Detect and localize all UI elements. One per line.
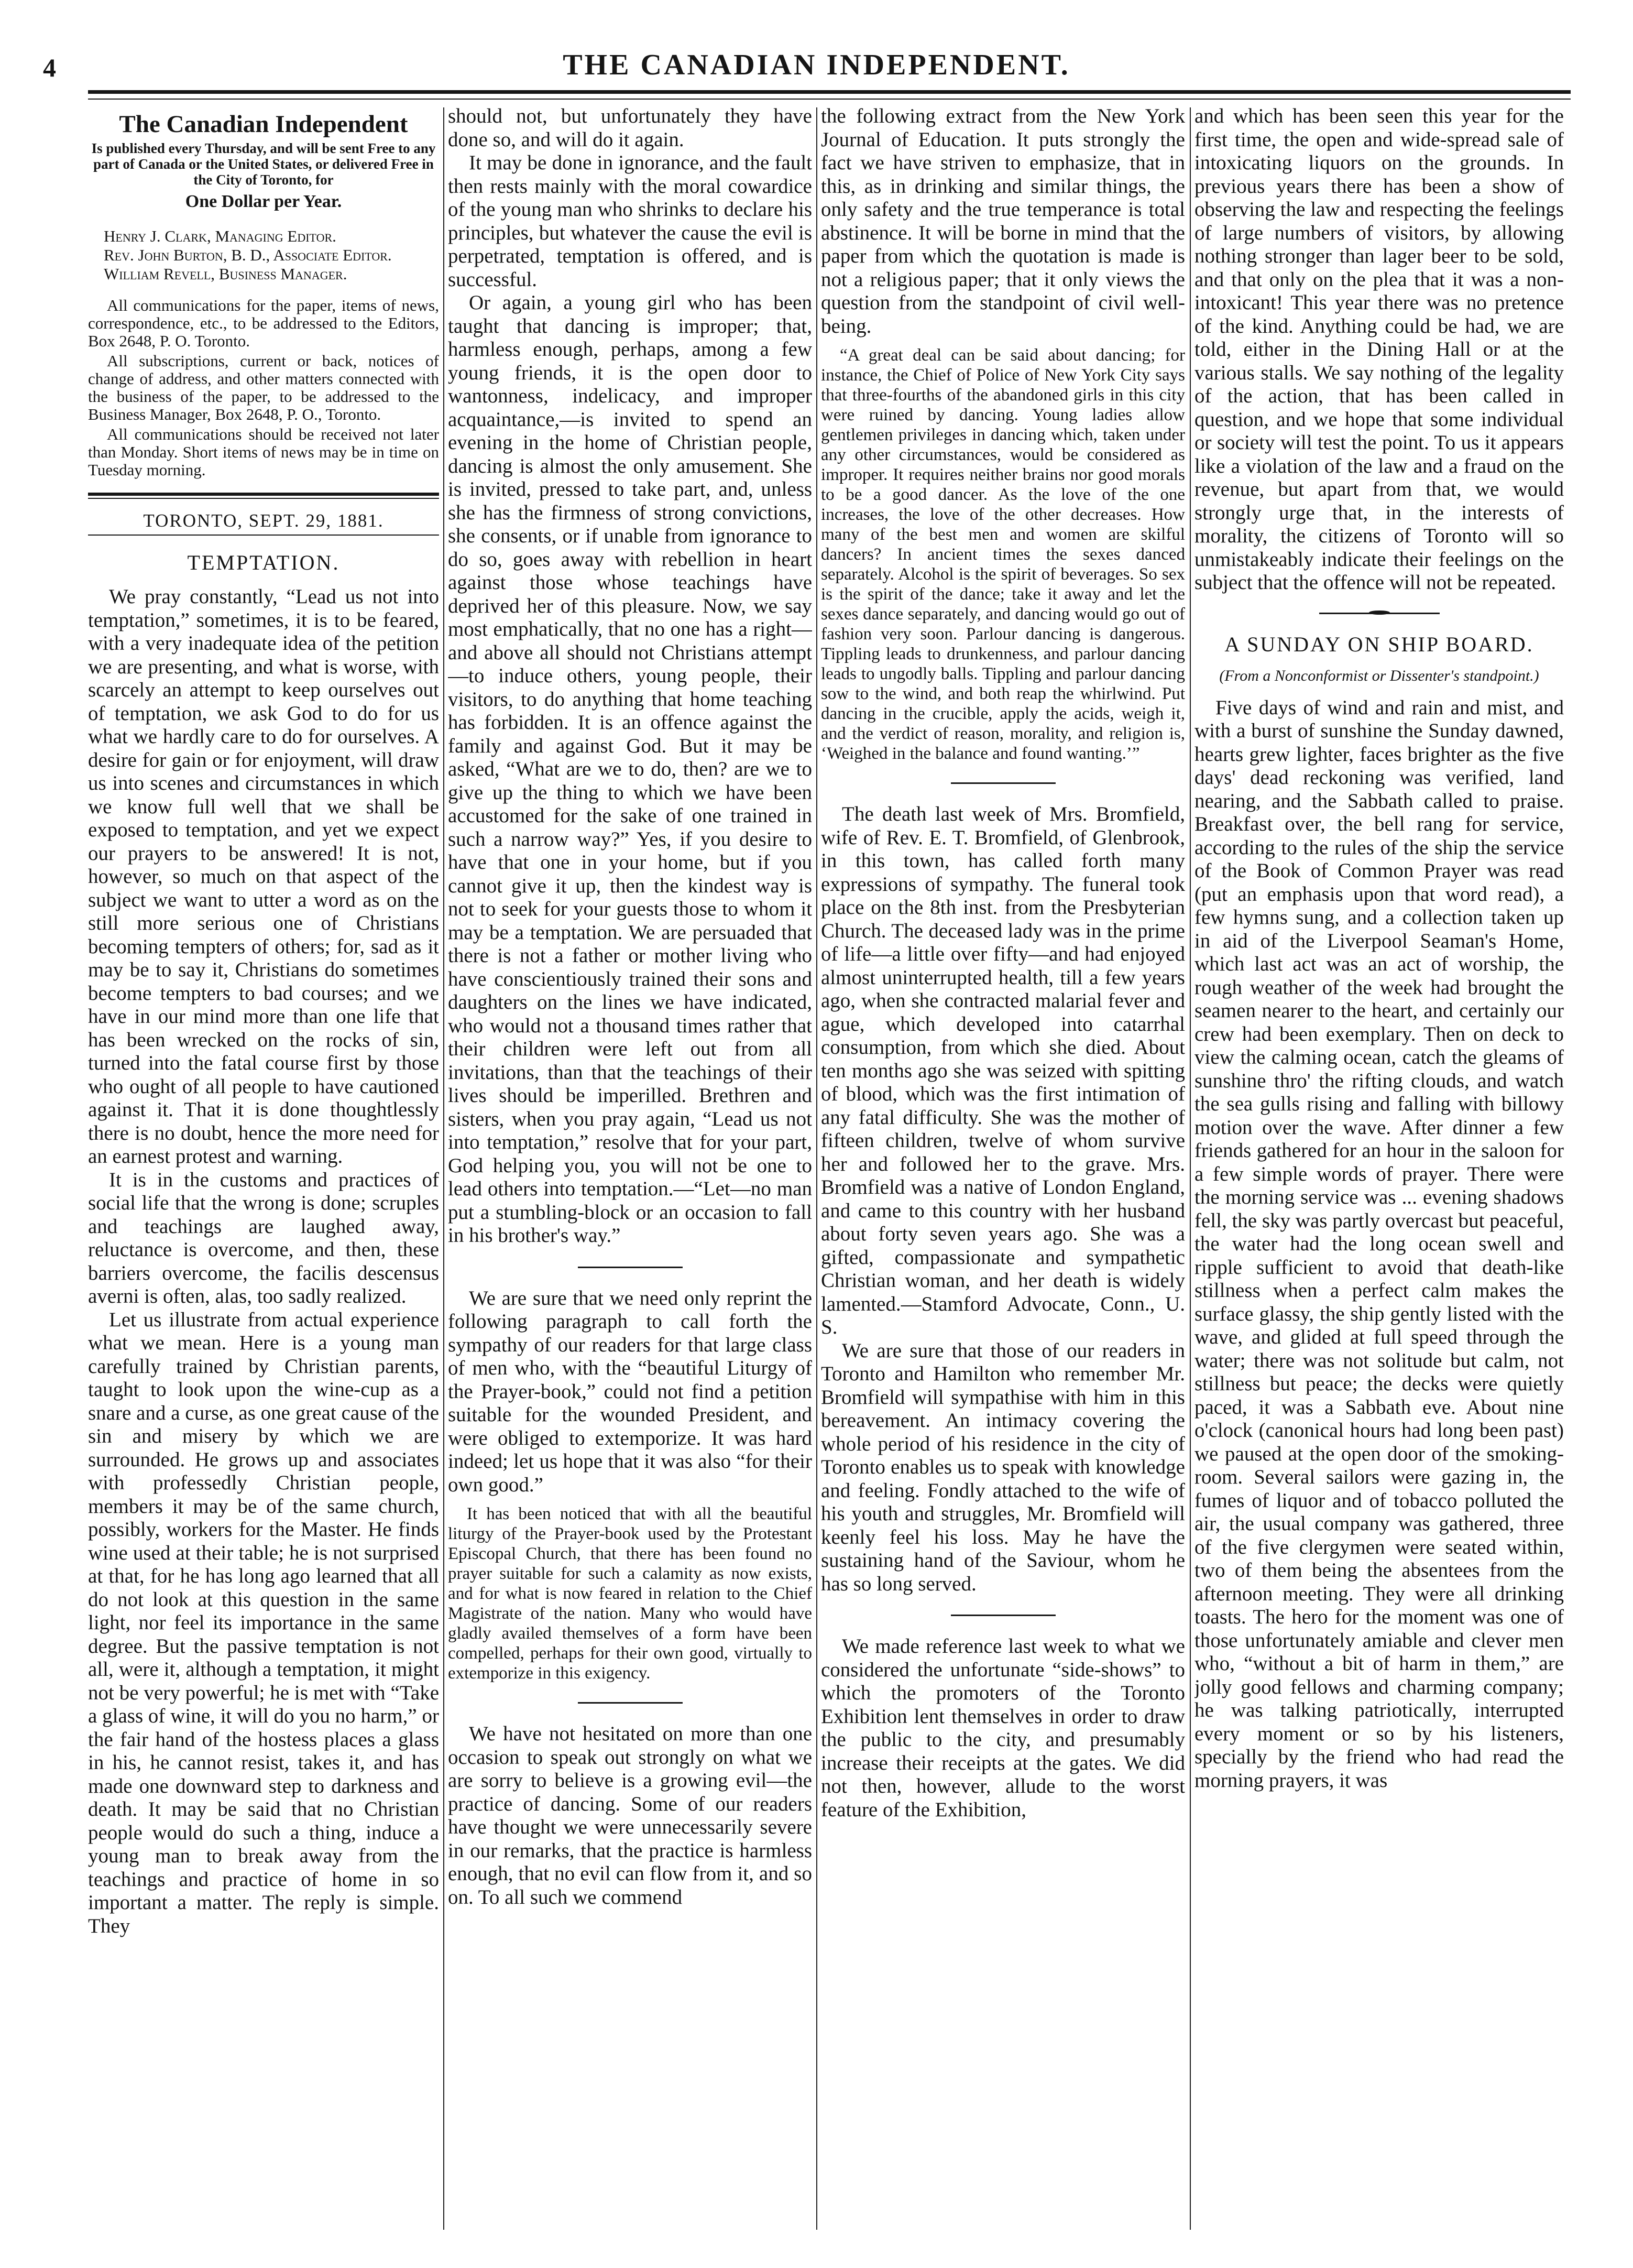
article-paragraph: It is in the customs and practices of social life that the wrong is done; scruples and teachings are laughed away, reluctance is overcome, and then, these barriers overcome, the facilis descensus averni is often, alas, too sadly realized. xyxy=(88,1168,439,1307)
editorial-item: We made reference last week to what we considered the unfortunate “side-shows” to which the promoters of the Toronto Exhibition lent themselves in order to draw the public to the city, and presumably increase their receipts at the gates. We did not then, however, allude to the worst feature of the Exhibition, xyxy=(821,1635,1185,1821)
article-source: (From a Nonconformist or Dissenter's standpoint.) xyxy=(1219,667,1539,684)
header-rule xyxy=(88,90,1571,94)
article-paragraph: Or again, a young girl who has been taught that dancing is improper; that, harmless enough, perhaps, among a few young friends, it is the open door to wantonness, indelicacy, and improper acquaintance,—is invited to spend an evening in the home of Christian people, dancing is almost the only amusement. She is invited, pressed to take part, and, unless she has the firmness of strong convictions, she consents, or if unable from ignorance to do so, goes away with rebellion in heart against those whose teachings have deprived her of this pleasure. Now, we say most emphatically, that no one has a right—and above all should not Christians attempt—to induce others, young people, their visitors, to do anything that home teaching has forbidden. It is an offence against the family and against God. But it may be asked, “What are we to do, then? are we to give up the thing to which we have been accustomed for the sake of one trained in such a narrow way?” Yes, if you desire to have that one in your home, but if you cannot give it up, then the kindest way is not to seek for your guests those to whom it may be a temptation. We are persuaded that there is not a father or mother living who have conscientiously trained their sons and daughters on the lines we have indicated, who would not a thousand times rather that their children were left out from all invitations, than that the teachings of their lives should be imperilled. Brethren and sisters, when you pray again, “Lead us not into temptation,” resolve that for your part, God helping you, you will not be one to lead others into temptation.—“Let—no man put a stumbling-block or an occasion to fall in his brother's way.” xyxy=(448,291,812,1247)
article-paragraph: should not, but unfortunately they have done so, and will do it again. xyxy=(448,105,812,151)
article-paragraph: the following extract from the New York Journal of Education. It puts strongly the fact we have striven to emphasize, that in this, as in drinking and similar things, the only safety and the true temperance is total abstinence. It will be borne in mind that the paper from which the quotation is made is not a religious paper; that it only views the question from the standpoint of civil well-being. xyxy=(821,105,1185,337)
article-paragraph: We pray constantly, “Lead us not into temptation,” sometimes, it is to be feared, with a very inadequate idea of the petition we are presenting, and what is worse, with scarcely an attempt to keep ourselves out of temptation, we ask God to do for us what we hardly care to do for ourselves. A desire for gain or for enjoyment, will draw us into scenes and circumstances in which we know full well that we shall be exposed to temptation, and yet we expect our prayers to be answered! It is not, however, so much on that aspect of the subject we want to utter a word as on the still more serious one of Christians becoming tempters of others; for, sad as it may be to say it, Christians do sometimes become tempters to bad courses; and we have in our mind more than one life that has been wrecked on the rocks of sin, turned into the fatal course first by those who ought of all people to have cautioned against it. That it is done thoughtlessly there is no doubt, hence the more need for an earnest protest and warning. xyxy=(88,585,439,1168)
staff-entry: William Revell, Business Manager. xyxy=(104,265,347,283)
column-4 xyxy=(1194,105,1564,2232)
notice: All communications for the paper, items of news, correspondence, etc., to be addressed to the Editors, Box 2648, P. O. Toronto. xyxy=(88,296,439,350)
item-separator xyxy=(578,1702,683,1704)
page-number: 4 xyxy=(43,53,56,82)
header-rule-thin xyxy=(88,99,1571,100)
column-divider xyxy=(443,107,444,2230)
article-paragraph: and which has been seen this year for the first time, the open and wide-spread sale of intoxicating liquors on the grounds. In previous years there has been a show of observing the law and respecting the feelings of large numbers of visitors, by allowing nothing stronger than lager beer to be sold, and that only on the plea that it was a non-intoxicant! This year there was no pretence of the kind. Anything could be had, we are told, either in the Dining Hall or at the various stalls. We say nothing of the legality of the action, that has been called in question, and we hope that some individual or society will test the point. To us it appears like a violation of the law and a fraud on the revenue, but apart from that, we would strongly urge that, in the interests of morality, the citizens of Toronto will so unmistakeably indicate their feelings on the subject that the offence will not be repeated. xyxy=(1194,105,1564,594)
column-1 xyxy=(88,105,439,2232)
staff-list xyxy=(88,227,439,283)
article-paragraph: It may be done in ignorance, and the fault then rests mainly with the moral cowardice of the young man who shrinks to declare his principles, but whatever the cause the evil is perpetrated, temptation is offered, and is successful. xyxy=(448,151,812,291)
dateline: TORONTO, SEPT. 29, 1881. xyxy=(143,510,384,531)
publication-note: Is published every Thursday, and will be sent Free to any part of Canada or the United States, or delivered Free in the City of Toronto, for xyxy=(91,140,436,188)
section-rule xyxy=(88,493,439,499)
notice: All communications should be received not later than Monday. Short items of news may be in time on Tuesday morning. xyxy=(88,425,439,479)
article-headline: TEMPTATION. xyxy=(187,551,340,574)
subscription-price: One Dollar per Year. xyxy=(185,192,342,211)
staff-entry: Henry J. Clark, Managing Editor. xyxy=(104,227,336,245)
quoted-extract: “A great deal can be said about dancing; for instance, the Chief of Police of New York City says that three-fourths of the abandoned girls in this city were ruined by dancing. Young ladies allow gentlemen privileges in dancing which, taken under any other circumstances, would be considered as improper. It requires neither brains nor good morals to be a good dancer. As the love of the one increases, the love of the other decreases. How many of the best men and women are skilful dancers? In ancient times the sexes danced separately. Alcohol is the spirit of beverages. So sex is the spirit of the dance; take it away and let the sexes dance separately, and dancing would go out of fashion very soon. Parlour dancing is dangerous. Tippling leads to drunkenness, and parlour dancing leads to ungodly balls. Tippling and parlour dancing sow to the wind, and both reap the whirlwind. Put dancing in the crucible, apply the acids, weigh it, and the verdict of reason, morality, and religion is, ‘Weighed in the balance and found wanting.’” xyxy=(821,346,1185,763)
column-divider xyxy=(816,107,817,2230)
article-paragraph: We are sure that those of our readers in Toronto and Hamilton who remember Mr. Bromfield will sympathise with him in this bereavement. An intimacy covering the whole period of his residence in the city of Toronto enables us to speak with knowledge and feeling. Fondly attached to the wife of his youth and struggles, Mr. Bromfield will keenly feel his loss. May he have the sustaining hand of the Saviour, whom he has so long served. xyxy=(821,1339,1185,1595)
quoted-extract: It has been noticed that with all the beautiful liturgy of the Prayer-book used by the Protestant Episcopal Church, that there has been found no prayer suitable for such a calamity as now exists, and for what is now feared in relation to the Chief Magistrate of the nation. Many who would have gladly availed themselves of a form have been compelled, perhaps for their own good, virtually to extemporize in this exigency. xyxy=(448,1504,812,1683)
staff-entry: Rev. John Burton, B. D., Associate Editor. xyxy=(104,246,392,264)
section-ornament xyxy=(1319,613,1440,614)
item-separator xyxy=(951,782,1056,784)
column-divider xyxy=(1190,107,1191,2230)
editorial-item: We are sure that we need only reprint the following paragraph to call forth the sympathy of our readers for that large class of men who, with the “beautiful Liturgy of the Prayer-book,” could not find a petition suitable for the wounded President, and were obliged to extemporize. It was hard indeed; let us hope that it was also “for their own good.” xyxy=(448,1286,812,1496)
column-3 xyxy=(821,105,1185,2232)
article-paragraph: Five days of wind and rain and mist, and with a burst of sunshine the Sunday dawned, hearts grew lighter, faces brighter as the five days' dead reckoning was verified, land nearing, and the Sabbath called to praise. Breakfast over, the bell rang for service, according to the rules of the ship the service of the Book of Common Prayer was read (put an emphasis upon that word read), a few hymns sung, and a collection taken up in aid of the Liverpool Seaman's Home, which last act was an act of worship, the rough weather of the week had brought the seamen nearer to the heart, and certainly our crew had been exemplary. Then on deck to view the calming ocean, catch the gleams of sunshine thro' the rifting clouds, and watch the sea gulls rising and falling with billowy motion over the wave. After dinner a few friends gathered for an hour in the saloon for a few simple words of prayer. There were the morning service was ... evening shadows fell, the sky was partly overcast but peaceful, the water had the long ocean swell and ripple sufficient to avoid that death-like stillness when a perfect calm makes the surface glassy, the ship gently listed with the wave, and glided at full speed through the water; there was not solitude but calm, not stillness but peace; the decks were quietly paced, it was a Sabbath eve. About nine o'clock (canonical hours had long been past) we paused at the open door of the smoking-room. Several sailors were gazing in, the fumes of liquor and of tobacco polluted the air, the usual company was gathered, three of the five clergymen were seated within, two of them being the absentees from the afternoon meeting. They were all drinking toasts. The hero for the moment was one of those unfortunately amiable and clever men who, “without a bit of harm in them,” are jolly good fellows and charming company; he was talking patriotically, interrupted every moment or so by his listeners, specially by the friend who had read the morning prayers, it was xyxy=(1194,696,1564,1792)
dateline-rule xyxy=(88,535,439,536)
item-separator xyxy=(578,1267,683,1268)
column-2 xyxy=(448,105,812,2232)
editorial-item: We have not hesitated on more than one occasion to speak out strongly on what we are sorry to believe is a growing evil—the practice of dancing. Some of our readers have thought we were unnecessarily severe in our remarks, that the practice is harmless enough, that no evil can flow from it, and so on. To all such we commend xyxy=(448,1722,812,1909)
item-separator xyxy=(951,1615,1056,1616)
paper-title: The Canadian Independent xyxy=(119,111,408,138)
article-paragraph: Let us illustrate from actual experience what we mean. Here is a young man carefully trained by Christian parents, taught to look upon the wine-cup as a snare and a curse, as one great cause of the sin and misery by which we are surrounded. He grows up and associates with professedly Christian people, members it may be of the same church, possibly, workers for the Master. He finds wine used at their table; he is not surprised at that, for he has long ago learned that all do not look at this question in the same light, nor feel its importance in the same degree. But the passive temptation is not all, were it, although a temptation, it might not be very powerful; he is met with “Take a glass of wine, it will do you no harm,” or the fair hand of the hostess places a glass in his, he cannot resist, takes it, and has made one downward step to darkness and death. It may be said that no Christian people would do such a thing, induce a young man to break away from the teachings and practice of home in so important a matter. The reply is simple. They xyxy=(88,1308,439,1937)
editorial-item: The death last week of Mrs. Bromfield, wife of Rev. E. T. Bromfield, of Glenbrook, in this town, has called forth many expressions of sympathy. The funeral took place on the 8th inst. from the Presbyterian Church. The deceased lady was in the prime of life—a little over fifty—and had enjoyed almost uninterrupted health, till a few years ago, when she contracted malarial fever and ague, which developed into catarrhal consumption, from which she died. About ten months ago she was seized with spitting of blood, which was the first intimation of any fatal difficulty. She was the mother of fifteen children, twelve of whom survive her and followed her to the grave. Mrs. Bromfield was a native of London England, and came to this country with her husband about forty seven years ago. She was a gifted, compassionate and sympathetic Christian woman, and her death is widely lamented.—Stamford Advocate, Conn., U. S. xyxy=(821,803,1185,1338)
article-headline: A SUNDAY ON SHIP BOARD. xyxy=(1224,632,1534,656)
notice: All subscriptions, current or back, notices of change of address, and other matters connected with the business of the paper, to be addressed to the Business Manager, Box 2648, P. O., Toronto. xyxy=(88,352,439,423)
masthead: THE CANADIAN INDEPENDENT. xyxy=(563,49,1070,81)
